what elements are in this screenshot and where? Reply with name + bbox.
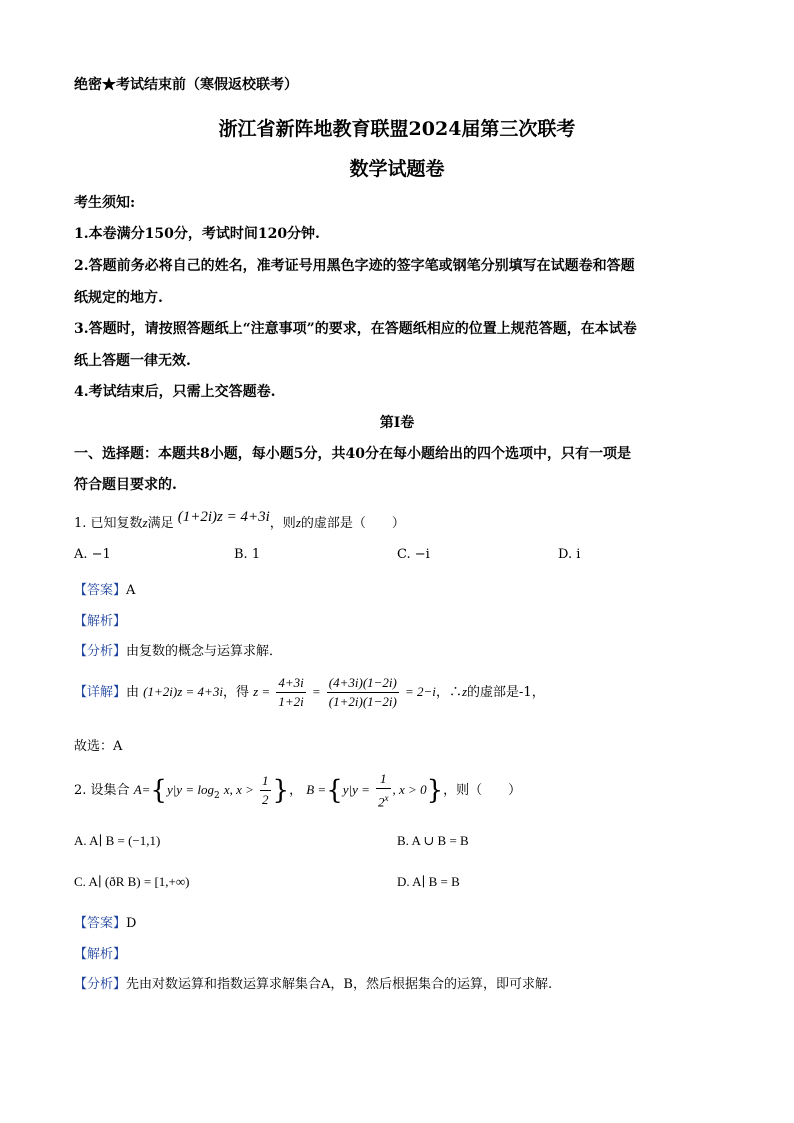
notice-item: 2.答题前务必将自己的姓名，准考证号用黑色字迹的签字笔或钢笔分别填写在试题卷和答题 — [74, 258, 635, 274]
section-heading-cont: 符合题目要求的. — [74, 477, 177, 493]
q1-option-c: C. −i — [397, 547, 430, 562]
fenxi-text: 由复数的概念与运算求解． — [126, 644, 283, 659]
q1-equation: (1+2i)z = 4+3i — [177, 509, 270, 525]
question-1 — [74, 509, 405, 532]
answer-value: D — [126, 916, 137, 931]
exam-title: 浙江省新阵地教育联盟2024届第三次联考 — [218, 118, 576, 140]
detail-equation: (1+2i)z = 4+3i — [143, 684, 223, 699]
volume-label: 第I卷 — [379, 415, 415, 431]
q1-choose: 故选：A — [74, 739, 123, 754]
q2-answer — [74, 912, 136, 931]
q2-option-a: A. A∣ B = (−1,1) — [74, 833, 161, 848]
notice-item: 3.答题时，请按照答题纸上“注意事项”的要求，在答题纸相应的位置上规范答题，在本试卷 — [74, 321, 637, 337]
notice-item: 纸上答题一律无效. — [74, 353, 191, 369]
q1-option-b: B. 1 — [234, 547, 261, 562]
q1-var: z — [142, 515, 148, 530]
section-heading: 一、选择题：本题共8小题，每小题5分，共40分在每小题给出的四个选项中，只有一项是 — [74, 446, 631, 462]
q1-option-a: A. −1 — [74, 547, 111, 562]
q1-mid: 满足 — [147, 516, 174, 531]
q1-option-d: D. i — [558, 547, 581, 562]
q1-suffix-a: ，则 — [269, 516, 296, 531]
q1-var: z — [295, 515, 301, 530]
notice-item: 纸规定的地方. — [74, 290, 163, 306]
question-2: 2. 设集合 $A=\{y|y = \log_2 x$, x > $\frac{1}{2}$ }， B ={y|y = $\frac{1}{2^x}$ , x > 0}，则（ ） — [74, 771, 522, 810]
fenxi-tag: 【分析】 — [74, 644, 127, 659]
q2-option-d: D. A∣ B = B — [397, 874, 460, 889]
answer-value: A — [126, 583, 136, 598]
q1-suffix-b: 的虚部是（ ） — [300, 516, 405, 531]
q2-analysis-tag: 【解析】 — [74, 947, 127, 962]
q2-option-b: B. A ∪ B = B — [397, 833, 469, 848]
detail-fraction-2: $\frac{(4+3i)(1-2i)}{(1+2i)(1-2i)}$ — [328, 675, 397, 709]
fenxi-text: 先由对数运算和指数运算求解集合A，B，然后根据集合的运算，即可求解. — [126, 977, 553, 992]
q1-analysis-tag: 【解析】 — [74, 614, 127, 629]
answer-tag: 【答案】 — [74, 583, 127, 598]
exam-subtitle: 数学试题卷 — [349, 158, 445, 180]
notice-item: 4.考试结束后，只需上交答题卷. — [74, 384, 276, 400]
detail-fraction-1: $\frac{4+3i}{1+2i}$ — [278, 675, 304, 709]
q1-detail: 【详解】由 (1+2i)z = 4+3i，得 z = $\frac{4+3i}{1+2i}$ = $\frac{(4+3i)(1-2i)}{(1+2i)(1-2i)}$ = 2−i，∴z的虚部是-1， — [74, 675, 545, 709]
q2-fenxi — [74, 973, 552, 992]
detail-tag: 【详解】 — [74, 685, 127, 700]
answer-tag: 【答案】 — [74, 916, 127, 931]
q2-option-c: C. A∣ (ðR B) = [1,+∞) — [74, 874, 190, 889]
notice-item: 1.本卷满分150分，考试时间120分钟. — [74, 226, 320, 242]
q2-frac-b: $\frac{1}{2^x}$ — [378, 771, 389, 810]
q1-answer — [74, 579, 135, 598]
q1-fenxi — [74, 640, 282, 659]
fenxi-tag: 【分析】 — [74, 977, 127, 992]
q2-frac-a: $\frac{1}{2}$ — [262, 773, 269, 808]
q1-prefix: 1. 已知复数 — [74, 516, 143, 531]
q2-prefix: 2. 设集合 — [74, 783, 130, 799]
notice-heading: 考生须知: — [74, 195, 136, 211]
secret-label: 绝密★考试结束前（寒假返校联考） — [74, 77, 298, 93]
